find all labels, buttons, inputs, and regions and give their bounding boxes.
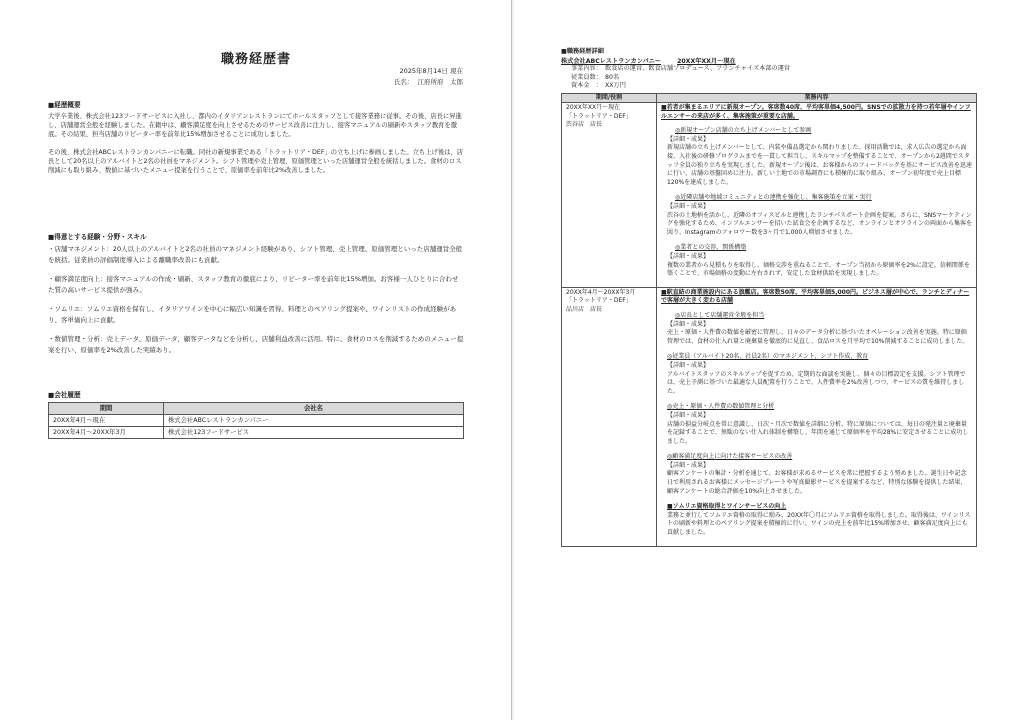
row1-role: 渋谷店 店長	[566, 121, 603, 129]
row2-period: 20XX年4月～20XX年3月	[566, 288, 636, 296]
block-title: ◎顧客満足度向上に向けた接客サービスの改善	[667, 453, 793, 461]
block-body: 渋谷の土地柄を活かし、近隣のオフィスビルと連携したランチパスポート企画を提案。さらに、SNSマーケティングを強化するため、インフルエンサーを招いた試食会を企画するなど、オンラインとオフラインの両面から集客を図り、Instagramのフォロワー数を3ヶ月で1,000人増加させました。	[667, 211, 972, 236]
block-subheading: 【詳細・成果】	[667, 461, 710, 469]
history-period: 20XX年4月～20XX年3月	[49, 427, 164, 439]
history-company: 株式会社123フードサービス	[164, 427, 464, 439]
detail-heading: ■職務経歴詳細	[561, 48, 604, 55]
block-subheading: 【詳細・成果】	[667, 361, 710, 369]
summary-paragraph-2: その後、株式会社ABCレストランカンパニーに転職。同社の新規事業である「トラットリア・DEF」の立ち上げに参画しました。立ち上げ後は、店長として20名以上のアルバイトと2名の社員をマネジメント。シフト管理や売上管理、原価管理といった店舗運営全般を統括しました。食材のロス削減にも取り組み、数値に基づいたメニュー提案を行うことで、原価率を前年比2%改善しました。	[48, 149, 464, 174]
detail-col-period: 期間/役割	[562, 93, 657, 103]
block-subheading: 【詳細・成果】	[667, 411, 710, 419]
row2-block-2	[667, 353, 972, 396]
row2-block-4	[667, 453, 972, 496]
skill-item: ・ソムリエ：ソムリエ資格を保有し、イタリアワインを中心に幅広い知識を習得。料理とのペアリング提案や、ワインリストの作成経験があり、客単価向上に貢献。	[48, 305, 457, 324]
detail-col-content: 業務内容	[657, 93, 977, 103]
skill-item: ・顧客満足度向上：接客マニュアルの作成・刷新、スタッフ教育の徹底により、リピーター率を前年比15%増加。お客様一人ひとりに合わせた質の高いサービス提供が強み。	[48, 275, 459, 294]
row2-content-cell	[657, 287, 977, 546]
name-value: 江府所府 太郎	[417, 78, 463, 86]
table-row	[562, 287, 977, 546]
row2-block-5	[667, 503, 972, 537]
history-col-period: 期間	[49, 403, 164, 415]
row1-lead: ■若者が集まるエリアに新規オープン。客席数40席、平均客単価4,500円。SNSでの拡散力を持つ若年層やインフルエンサーの来店が多く、集客施策が重要な店舗。	[661, 104, 971, 120]
skills-heading: ■得意とする経験・分野・スキル	[48, 233, 147, 241]
block-body: 複数の業者から見積もりを取得し、価格交渉を重ねることで、オープン当初から原価率を2%に設定。信頼関係を築くことで、市場価格の変動に左右されず、安定した食材供給を実現しました。	[667, 261, 970, 278]
block-subheading: 【詳細・成果】	[667, 320, 710, 328]
block-title: ◎売上・原価・人件費の数値管理と分析	[667, 403, 775, 411]
block-body: 新規店舗の立ち上げメンバーとして、内装や備品選定から関わりました。採用活動では、求人広告の選定から面接、入社後の研修プログラムまでを一貫して担当し、スキルマップを整備することで、オープンから2週間でスタッフ全員の独り立ちを実現しました。新規オープン後は、お客様からのフィードバックを基にサービス改善を迅速に行い、店舗の基盤固めに注力。新しい土地での市場調査にも積極的に取り組み、オープン初年度で売上目標120%を達成しました。	[667, 144, 972, 186]
detail-table	[561, 93, 977, 547]
row1-block-1	[667, 127, 972, 187]
row2-store: 「トラットリア・DEF」	[566, 297, 632, 305]
row2-block-3	[667, 403, 972, 446]
company-employees: 従業員数： 80名	[571, 73, 620, 81]
document-title: 職務経歴書	[220, 52, 291, 67]
block-body: 店舗の損益分岐点を常に意識し、日次・月次で数値を詳細に分析。特に原価については、毎日の発注量と廃棄量を記録することで、無駄のない仕入れ体制を構築し、年間を通じて原価率を平均28%に安定させることに成功しました。	[667, 420, 969, 445]
table-row	[562, 103, 977, 288]
block-body: 業務と並行してソムリエ資格の取得に励み、20XX年〇月にソムリエ資格を取得しました。取得後は、ワインリストの刷新や料理とのペアリング提案を積極的に行い、ワインの売上を前年比15%増加させ、顧客満足度向上にも貢献しました。	[667, 511, 971, 537]
company-period: 20XX年XX月～現在	[677, 58, 736, 65]
block-body: アルバイトスタッフのスキルアップを促すため、定期的な面談を実施し、個々の目標設定を支援。シフト管理では、売上予測に基づいた最適な人員配置を行うことで、人件費率を2%改善しつつ、サービスの質を維持しました。	[667, 370, 966, 395]
detail-section	[561, 46, 977, 547]
history-section	[48, 391, 464, 439]
history-heading: ■会社履歴	[48, 391, 81, 399]
block-subheading: 【詳細・成果】	[667, 253, 710, 260]
block-body: 売上・原価・人件費の数値を厳密に管理し、日々のデータ分析に基づいたオペレーション改善を実施。特に原価管理では、食材の仕入れ量と廃棄量を徹底的に見直し、食品ロスを月平均で10%削減することに成功しました。	[667, 329, 969, 345]
summary-section	[48, 101, 464, 184]
block-body: 顧客アンケートの集計・分析を通じて、お客様が求めるサービスを常に把握するよう努めました。誕生日や記念日で利用されるお客様にメッセージプレートや写真撮影サービスを提案するなど、特別な体験を提供した結果、顧客アンケートの総合評価を10%向上させました。	[667, 470, 967, 495]
summary-heading: ■経歴概要	[48, 101, 81, 109]
block-subheading: 【詳細・成果】	[667, 135, 710, 143]
row1-period-cell	[562, 103, 657, 288]
block-title: ■ソムリエ資格取得とワインサービスの向上	[667, 503, 787, 511]
block-subheading: 【詳細・成果】	[667, 203, 710, 211]
block-title: ◎近隣店舗や地域コミュニティとの連携を強化し、集客施策を立案・実行	[675, 194, 872, 202]
company-capital: 資本金 ： XX万円	[571, 82, 626, 89]
block-title: ◎新規オープン店舗の立ち上げメンバーとして参画	[675, 127, 812, 135]
skills-section	[48, 233, 464, 364]
row2-block-1	[667, 312, 972, 346]
name-label: 氏名：	[394, 78, 414, 86]
history-table	[48, 402, 464, 439]
skill-item: ・店舗マネジメント：20人以上のアルバイトと2名の社員のマネジメント経験があり、シフト管理、売上管理、原価管理といった店舗運営全般を統括。従業員の評価制度導入による離職率改善にも貢献。	[48, 245, 463, 264]
row1-content-cell	[657, 103, 977, 288]
document-date: 2025年8月14日 現在	[399, 67, 463, 75]
row1-store: 「トラットリア・DEF」	[566, 112, 632, 120]
detail-company	[561, 56, 977, 65]
row1-block-3	[667, 244, 972, 278]
block-title: ◎従業員（アルバイト20名、社員2名）のマネジメント、シフト作成、教育	[667, 353, 869, 361]
block-title: ◎店長として店舗運営全般を担当	[675, 311, 765, 319]
summary-paragraph-1: 大学卒業後、株式会社123フードサービスに入社し、都内のイタリアンレストランにてホールスタッフとして接客業務に従事。その後、店長に昇進し、店舗運営全般を経験しました。在籍中は、顧客満足度を向上させるためのサービス改善に注力し、接客マニュアルの刷新やスタッフ教育を徹底。その結果、担当店舗のリピーター率を前年比15%増加させることに成功しました。	[48, 113, 462, 138]
company-name: 株式会社ABCレストランカンパニー	[561, 58, 662, 65]
row2-period-cell	[562, 287, 657, 546]
history-col-company: 会社名	[164, 403, 464, 415]
table-row	[49, 415, 464, 427]
table-row	[49, 427, 464, 439]
row2-lead: ■駅直結の商業施設内にある旗艦店。客席数50席、平均客単価5,000円。ビジネス層が中心で、ランチとディナーで客層が大きく変わる店舗	[661, 288, 970, 305]
history-company: 株式会社ABCレストランカンパニー	[164, 415, 464, 427]
block-title: ◎業者との交渉、関係構築	[675, 244, 747, 252]
name-row	[390, 77, 463, 86]
row1-period: 20XX年XX月～現在	[566, 104, 621, 112]
skill-item: ・数値管理・分析：売上データ、原価データ、顧客データなどを分析し、店舗利益改善に活用。特に、食材のロスを削減するためのメニュー提案を行い、原価率を2%改善した実績あり。	[48, 335, 464, 354]
history-period: 20XX年4月～現在	[49, 415, 164, 427]
row1-block-2	[667, 194, 972, 237]
company-business: 事業内容： 飲食店の運営、飲食店舗プロデュース、フランチャイズ本部の運営	[571, 65, 791, 72]
company-info	[571, 65, 977, 91]
row2-role: 品川店 店長	[566, 305, 603, 313]
page-right	[514, 0, 1024, 720]
